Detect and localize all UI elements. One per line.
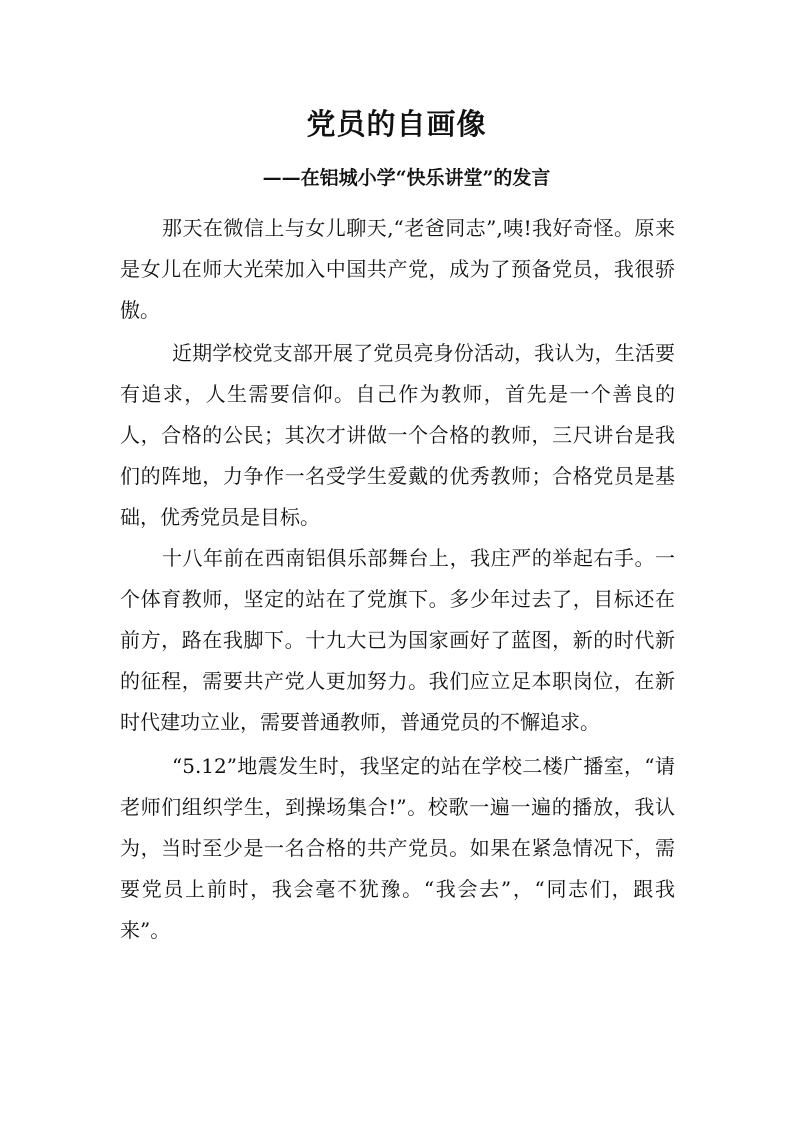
document-title: 党员的自画像 xyxy=(306,107,487,141)
document-body xyxy=(120,208,675,951)
paragraph-3: 十八年前在西南铝俱乐部舞台上，我庄严的举起右手。一个体育教师，坚定的站在了党旗下。多少年过去了，目标还在前方，路在我脚下。十九大已为国家画好了蓝图，新的时代新的征程，需要共产党人更加努力。我们应立足本职岗位，在新时代建功立业，需要普通教师，普通党员的不懈追求。 xyxy=(120,546,675,734)
paragraph-2: 近期学校党支部开展了党员亮身份活动，我认为，生活要有追求，人生需要信仰。自己作为教师，首先是一个善良的人，合格的公民；其次才讲做一个合格的教师，三尺讲台是我们的阵地，力争作一名受学生爱戴的优秀教师；合格党员是基础，优秀党员是目标。 xyxy=(120,341,675,529)
paragraph-4: “5.12”地震发生时，我坚定的站在学校二楼广播室，“请老师们组织学生，到操场集合!”。校歌一遍一遍的播放，我认为，当时至少是一名合格的共产党员。如果在紧急情况下，需要党员上前时，我会毫不犹豫。“我会去”，“同志们，跟我来”。 xyxy=(120,754,675,942)
paragraph-1: 那天在微信上与女儿聊天,“老爸同志”,咦!我好奇怪。原来是女儿在师大光荣加入中国共产党，成为了预备党员，我很骄傲。 xyxy=(120,216,675,322)
document-subtitle: ——在铝城小学“快乐讲堂”的发言 xyxy=(262,167,551,189)
